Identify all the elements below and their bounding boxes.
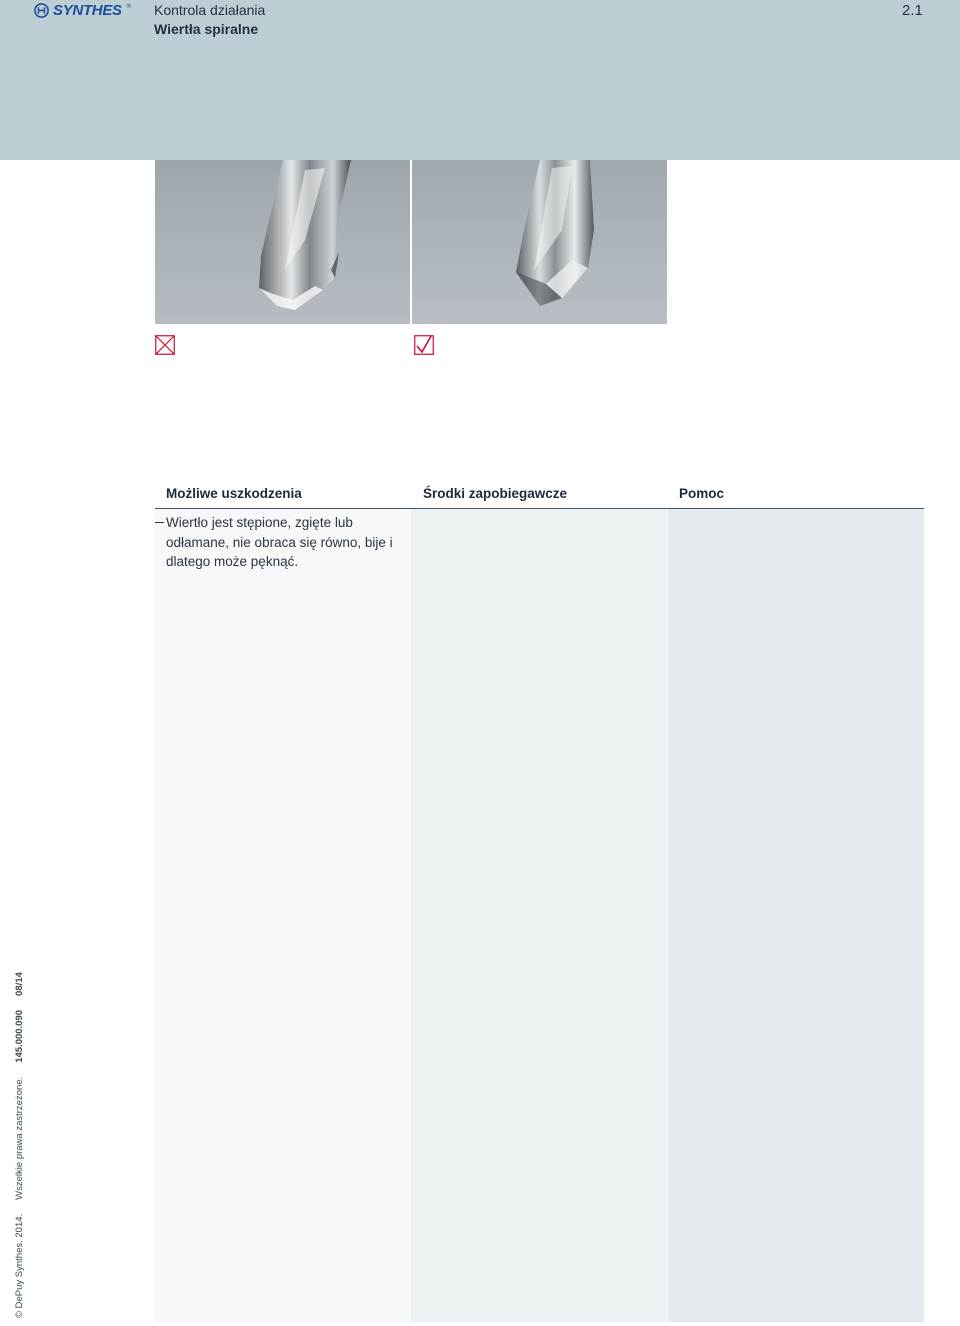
page-header — [0, 0, 960, 160]
copyright-text: © DePuy Synthes. 2014. — [14, 1213, 25, 1318]
damaged-drill-photo — [155, 160, 410, 324]
prevention-column — [411, 488, 667, 1322]
list-bullet-dash — [155, 522, 164, 523]
synthes-emblem-icon — [34, 3, 49, 18]
column-header-prevention: Środki zapobiegawcze — [423, 486, 568, 501]
rights-text: Wszelkie prawa zastrzeżone. — [14, 1076, 25, 1200]
brand-name: SYNTHES — [53, 1, 122, 19]
page-subtitle: Wiertła spiralne — [154, 21, 259, 37]
synthes-logo — [34, 2, 132, 18]
page-number: 2.1 — [902, 2, 923, 19]
page-title: Kontrola działania — [154, 2, 266, 18]
document-code: 145.000.090 — [14, 1009, 25, 1063]
column-header-damage: Możliwe uszkodzenia — [166, 486, 302, 501]
cross-mark-icon — [155, 335, 175, 355]
document-date: 08/14 — [14, 972, 25, 996]
damage-column — [155, 488, 411, 1322]
table-header-rule — [155, 508, 924, 509]
correct-drill-photo — [412, 160, 667, 324]
registered-mark: ® — [125, 3, 132, 10]
damage-description: Wiertło jest stępione, zgięte lub odłamane, nie obraca się równo, bije i dlatego może pęknąć. — [166, 515, 393, 569]
column-header-remedy: Pomoc — [679, 486, 725, 501]
check-mark-icon — [414, 335, 434, 355]
footer-copyright — [14, 972, 25, 1318]
remedy-column — [668, 488, 924, 1322]
